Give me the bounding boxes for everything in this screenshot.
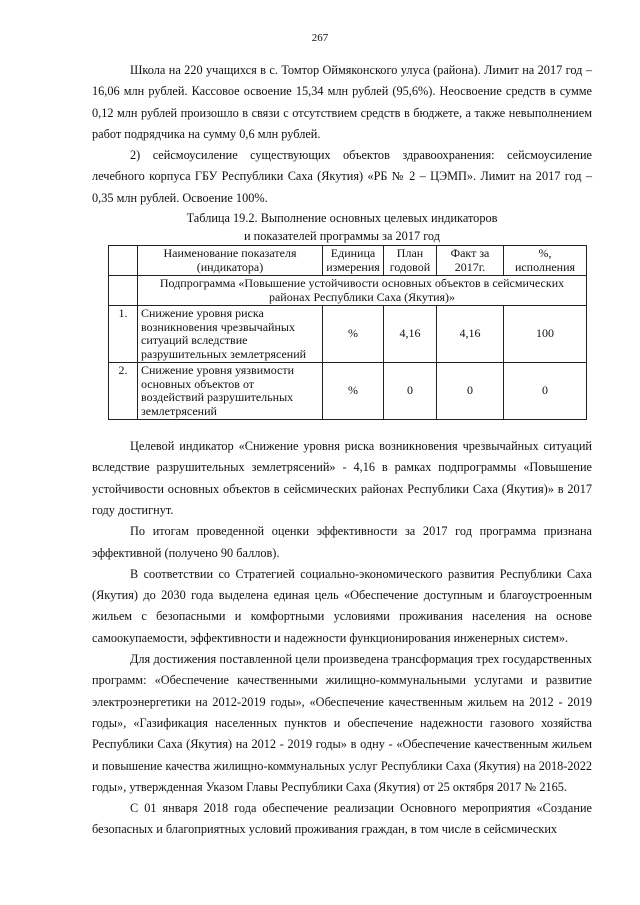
- table-row: [109, 363, 587, 420]
- table-caption-line-2: и показателей программы за 2017 год: [244, 229, 440, 244]
- row-unit: %: [323, 363, 384, 420]
- paragraphs-after-table: [92, 436, 592, 841]
- row-indicator-name: Снижение уровня риска возникновения чрезвычайных ситуаций вследствие разрушительных землетрясений: [138, 306, 323, 363]
- paragraph: Целевой индикатор «Снижение уровня риска возникновения чрезвычайных ситуаций вследствие разрушительных землетрясений» - 4,16 в рамках подпрограммы «Повышение устойчивости основных объектов в сейсмических районах Республики Саха (Якутия)» в 2017 году достигнут.: [92, 439, 592, 517]
- table-caption-line-1: Таблица 19.2. Выполнение основных целевых индикаторов: [186, 211, 498, 226]
- row-fact: 0: [437, 363, 504, 420]
- paragraph: 2) сейсмоусиление существующих объектов здравоохранения: сейсмоусиление лечебного корпуса ГБУ Республики Саха (Якутия) «РБ № 2 – ЦЭМП». Лимит на 2017 год – 0,35 млн рублей. Освоение 100%.: [92, 148, 592, 205]
- paragraph: Для достижения поставленной цели произведена трансформация трех государственных программ: «Обеспечение качественными жилищно-коммунальными услугами и развитие электроэнергетики на 2012-2019 годы», «Обеспечение качественным жильем на 2012 - 2019 годы», «Газификация населенных пунктов и обеспечение надежности газового хозяйства Республики Саха (Якутия) на 2012 - 2019 годы» в одну - «Обеспечение качественным жильем и повышение качества жилищно-коммунальных услуг Республики Саха (Якутия) на 2018-2022 годы», утвержденная Указом Главы Республики Саха (Якутия) от 25 октября 2017 № 2165.: [92, 652, 592, 794]
- row-percent: 0: [504, 363, 587, 420]
- paragraph: С 01 января 2018 года обеспечение реализации Основного мероприятия «Создание безопасных и благоприятных условий проживания граждан, в том числе в сейсмических: [92, 801, 592, 837]
- row-fact: 4,16: [437, 306, 504, 363]
- header-fact: Факт за 2017г.: [437, 246, 504, 276]
- row-percent: 100: [504, 306, 587, 363]
- subprogram-num-cell: [109, 276, 138, 306]
- row-indicator-name: Снижение уровня уязвимости основных объектов от воздействий разрушительных землетрясений: [138, 363, 323, 420]
- header-percent: %, исполнения: [504, 246, 587, 276]
- header-name: Наименование показателя (индикатора): [138, 246, 323, 276]
- header-unit: Единица измерения: [323, 246, 384, 276]
- header-plan: План годовой: [384, 246, 437, 276]
- row-unit: %: [323, 306, 384, 363]
- row-number: 1.: [109, 306, 138, 363]
- document-body: [92, 60, 592, 841]
- subprogram-title: Подпрограмма «Повышение устойчивости основных объектов в сейсмических районах Республики Саха (Якутия)»: [138, 276, 587, 306]
- row-plan: 0: [384, 363, 437, 420]
- paragraph: Школа на 220 учащихся в с. Томтор Оймяконского улуса (района). Лимит на 2017 год – 16,06 млн рублей. Кассовое освоение 15,34 млн рублей (95,6%). Неосвоение средств в сумме 0,12 млн рублей произошло в связи с отсутствием средств в бюджете, а также невыполнением работ подрядчика на сумму 0,6 млн рублей.: [92, 63, 592, 141]
- row-plan: 4,16: [384, 306, 437, 363]
- header-num-cell: [109, 246, 138, 276]
- row-number: 2.: [109, 363, 138, 420]
- page-number: 267: [311, 32, 329, 44]
- table-header-row: [109, 246, 587, 276]
- indicators-table: [108, 245, 587, 420]
- paragraph: По итогам проведенной оценки эффективности за 2017 год программа признана эффективной (получено 90 баллов).: [92, 524, 592, 560]
- paragraph: В соответствии со Стратегией социально-экономического развития Республики Саха (Якутия) до 2030 года выделена единая цель «Обеспечение доступным и благоустроенным жильем с безопасными и комфортными условиями проживания населения на основе самоокупаемости, эффективности и надежности функционирования инженерных систем».: [92, 566, 592, 645]
- subprogram-row: [109, 276, 587, 306]
- table-row: [109, 306, 587, 363]
